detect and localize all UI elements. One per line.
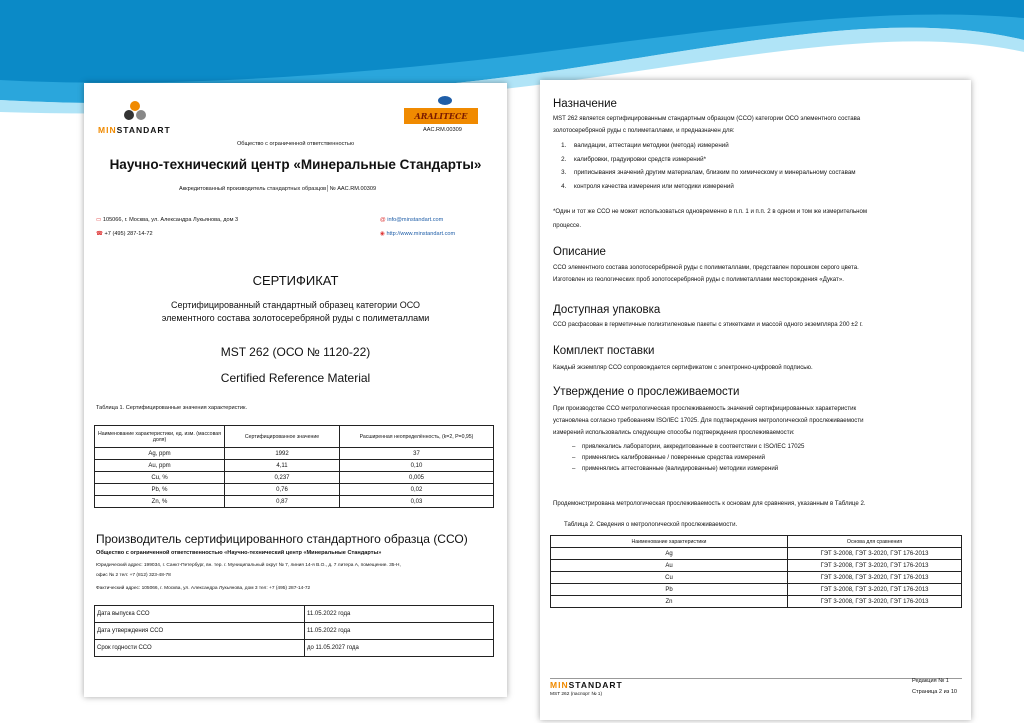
- legal-address-1: Юридический адрес: 199034, г. Санкт-Петербург, вн. тер. г. Муниципальный округ № 7, линия 14-я В.О., д. 7 литера А, помещение. 35-Н,: [96, 563, 401, 568]
- table1-cell: 0,76: [225, 484, 340, 496]
- table1-cell: 0,237: [225, 472, 340, 484]
- table1-cell: 0,10: [340, 460, 494, 472]
- purpose-text-1: MST 262 является сертифицированным стандартным образцом (ССО) категории ОСО элементного состава: [553, 115, 861, 122]
- traceability-3: измерений использовались следующие способы подтверждения прослеживаемости:: [553, 429, 795, 436]
- purpose-item: 1. валидации, аттестации методики (метода) измерений: [568, 139, 856, 153]
- traceability-table: [550, 535, 962, 608]
- producer-heading: Производитель сертифицированного стандартного образца (ССО): [96, 532, 468, 546]
- minstandart-logo-icon: [122, 100, 148, 122]
- table1-cell: 37: [340, 448, 494, 460]
- table1-cell: Au, ppm: [95, 460, 225, 472]
- table2-cell: ГЭТ 3-2008, ГЭТ 3-2020, ГЭТ 176-2013: [788, 548, 962, 560]
- table2-cell: Zn: [551, 596, 788, 608]
- certificate-page-2: [540, 80, 971, 720]
- description-heading: Описание: [553, 246, 606, 258]
- ilac-icon: [438, 96, 452, 105]
- accreditation-line: Аккредитованный производитель стандартных образцов│№ AAC.RM.00309: [179, 186, 377, 192]
- dates-cell: до 11.05.2027 года: [305, 640, 494, 657]
- table2-row: [551, 572, 962, 584]
- footnote-1: *Один и тот же ССО не может использоваться одновременно в п.п. 1 и п.п. 2 в одном и том же измерительном: [553, 208, 868, 215]
- brand-logo-text: MINSTANDART: [98, 125, 171, 135]
- table2-row: [551, 584, 962, 596]
- footer-edition: Редакция № 1: [912, 678, 949, 684]
- purpose-item: 2. калибровки, градуировки средств измерений*: [568, 153, 856, 167]
- packaging-text: ССО расфасован в герметичные полиэтиленовые пакеты с этикетками и массой одного экземпляра 200 ±2 г.: [553, 321, 863, 328]
- table1-cell: Ag, ppm: [95, 448, 225, 460]
- table1-row: [95, 460, 494, 472]
- table2-cell: Au: [551, 560, 788, 572]
- traceability-item: – применялись калиброванные / поверенные средства измерений: [572, 452, 804, 463]
- table1-cell: 0,03: [340, 496, 494, 508]
- cert-code: MST 262 (ОСО № 1120-22): [220, 345, 371, 359]
- footer-doc: MST 262 (паспорт № 1): [550, 692, 603, 697]
- table2-row: [551, 548, 962, 560]
- traceability-summary: Продемонстрирована метрологическая прослеживаемость к основам для сравнения, указанным в Таблице 2.: [553, 500, 866, 507]
- traceability-item: – применялись аттестованные (валидированные) методики измерений: [572, 463, 804, 474]
- dates-row: [95, 623, 494, 640]
- table2-cell: Cu: [551, 572, 788, 584]
- email-link[interactable]: @ info@minstandart.com: [380, 217, 444, 223]
- aac-number: AAC.RM.00309: [423, 127, 462, 133]
- table1-cell: Pb, %: [95, 484, 225, 496]
- traceability-list: [564, 441, 804, 474]
- legal-address-2: офис № 2 тел: +7 (812) 323-48-78: [96, 573, 171, 578]
- purpose-heading: Назначение: [553, 98, 617, 110]
- kit-heading: Комплект поставки: [553, 345, 655, 357]
- cert-subtitle-1: Сертифицированный стандартный образец категории ОСО: [170, 300, 421, 310]
- phone: ☎ +7 (495) 287-14-72: [96, 231, 153, 237]
- table1-cell: Zn, %: [95, 496, 225, 508]
- dates-cell: Дата выпуска ССО: [95, 606, 305, 623]
- company-type: Общество с ограниченной ответственностью: [236, 141, 355, 147]
- purpose-item: 4. контроля качества измерения или методики измерений: [568, 180, 856, 194]
- dates-row: [95, 640, 494, 657]
- table2-row: [551, 560, 962, 572]
- dates-table: [94, 605, 494, 657]
- traceability-item: – привлекались лаборатории, аккредитованные в соответствии с ISO/IEC 17025: [572, 441, 804, 452]
- globe-icon: ◉: [380, 231, 387, 237]
- email-icon: @: [380, 217, 388, 223]
- address: ▭ 105066, г. Москва, ул. Александра Лукьянова, дом 3: [96, 217, 239, 223]
- table1-cell: 0,02: [340, 484, 494, 496]
- footer-page: Страница 2 из 10: [912, 689, 958, 695]
- purpose-list: [554, 139, 856, 193]
- certificate-page-1: [84, 83, 507, 697]
- certified-values-table: [94, 425, 494, 508]
- purpose-item: 3. приписывания значений другим материалам, близким по химическому и минеральному составам: [568, 166, 856, 180]
- traceability-1: При производстве ССО метрологическая прослеживаемость значений сертифицированных характеристик: [553, 405, 857, 412]
- producer-name: Общество с ограниченной ответственностью «Научно-технический центр «Минеральные Стандарты»: [96, 550, 382, 556]
- table2-cell: ГЭТ 3-2008, ГЭТ 3-2020, ГЭТ 176-2013: [788, 572, 962, 584]
- table2-header: Основа для сравнения: [788, 536, 962, 548]
- description-1: ССО элементного состава золотосеребряной руды с полиметаллами, представлен порошком серого цвета.: [553, 264, 859, 271]
- footer-brand: MINSTANDART: [550, 680, 623, 690]
- table1-cell: Cu, %: [95, 472, 225, 484]
- footnote-2: процессе.: [553, 222, 582, 229]
- table2-cell: Ag: [551, 548, 788, 560]
- building-icon: ▭: [96, 217, 103, 223]
- dates-cell: Дата утверждения ССО: [95, 623, 305, 640]
- table1-header: Наименование характеристики, ед. изм. (массовая доля): [95, 426, 225, 448]
- table2-cell: ГЭТ 3-2008, ГЭТ 3-2020, ГЭТ 176-2013: [788, 584, 962, 596]
- table1-cell: 1992: [225, 448, 340, 460]
- table1-row: [95, 496, 494, 508]
- accreditation-logo: ARALITECE: [404, 108, 478, 124]
- packaging-heading: Доступная упаковка: [553, 304, 661, 316]
- table2-caption: Таблица 2. Сведения о метрологической прослеживаемости.: [564, 521, 738, 528]
- traceability-2: установлена согласно требованиям ISO/IEC 17025. Для подтверждения метрологической прослеживаемости: [553, 417, 864, 424]
- dates-cell: Срок годности ССО: [95, 640, 305, 657]
- cert-crm: Certified Reference Material: [220, 371, 371, 385]
- dates-cell: 11.05.2022 года: [305, 606, 494, 623]
- table2-row: [551, 596, 962, 608]
- table1-cell: 4,11: [225, 460, 340, 472]
- cert-subtitle-2: элементного состава золотосеребряной руды с полиметаллами: [161, 313, 430, 323]
- website-link[interactable]: ◉ http://www.minstandart.com: [380, 231, 456, 237]
- table1-row: [95, 472, 494, 484]
- purpose-text-2: золотосеребряной руды с полиметаллами, и предназначен для:: [553, 127, 735, 134]
- footer-divider: [550, 678, 962, 679]
- traceability-heading: Утверждение о прослеживаемости: [553, 386, 740, 398]
- table1-cell: 0,87: [225, 496, 340, 508]
- table2-header: Наименование характеристики: [551, 536, 788, 548]
- dates-row: [95, 606, 494, 623]
- table2-cell: Pb: [551, 584, 788, 596]
- table1-row: [95, 448, 494, 460]
- table2-cell: ГЭТ 3-2008, ГЭТ 3-2020, ГЭТ 176-2013: [788, 560, 962, 572]
- table1-caption: Таблица 1. Сертифицированные значения характеристик.: [96, 405, 248, 411]
- table1-header: Расширенная неопределённость, (k=2, P=0,95): [340, 426, 494, 448]
- cert-title: СЕРТИФИКАТ: [252, 273, 339, 288]
- kit-text: Каждый экземпляр ССО сопровождается сертификатом с электронно-цифровой подписью.: [553, 364, 813, 371]
- table1-cell: 0,005: [340, 472, 494, 484]
- phone-icon: ☎: [96, 231, 105, 237]
- dates-cell: 11.05.2022 года: [305, 623, 494, 640]
- table2-cell: ГЭТ 3-2008, ГЭТ 3-2020, ГЭТ 176-2013: [788, 596, 962, 608]
- table1-row: [95, 484, 494, 496]
- actual-address: Фактический адрес: 105066, г. Москва, ул. Александра Лукьянова, дом 3 тел: +7 (495) 287-14-72: [96, 586, 311, 591]
- company-name: Научно-технический центр «Минеральные Стандарты»: [109, 157, 482, 172]
- description-2: Изготовлен из геологических проб золотосеребряной руды с полиметаллами месторождения «Дукат».: [553, 276, 844, 283]
- table1-header: Сертифицированное значение: [225, 426, 340, 448]
